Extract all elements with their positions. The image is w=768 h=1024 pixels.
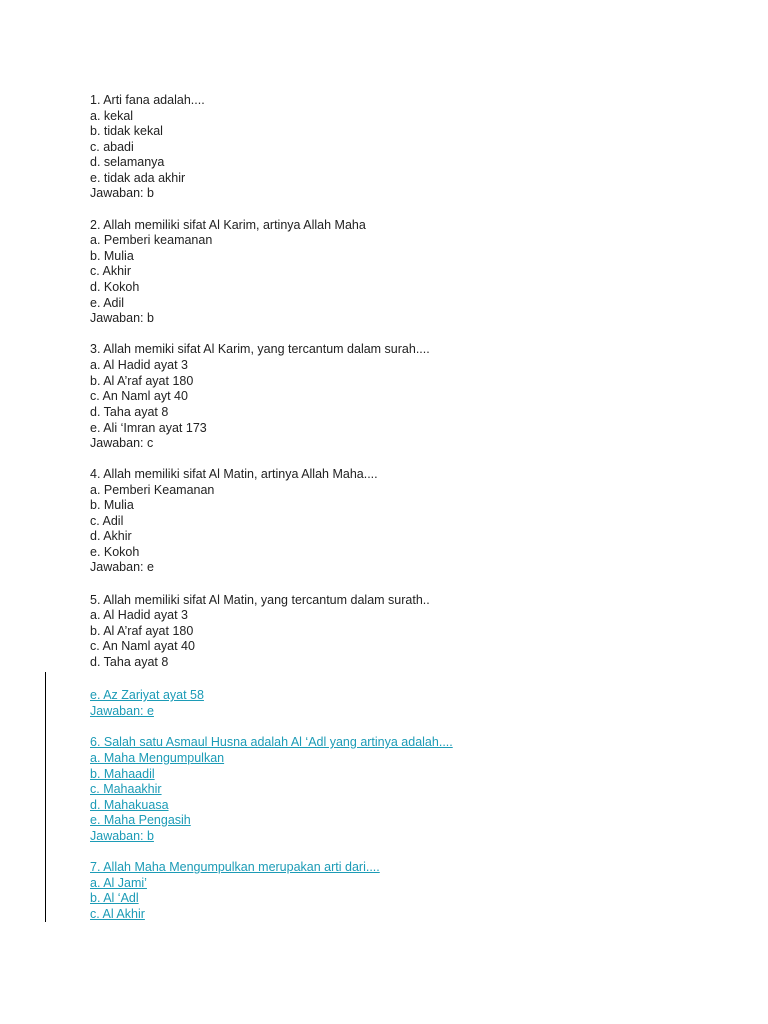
question-1-option-e: e. tidak ada akhir xyxy=(90,171,186,185)
question-3-option-c: c. An Naml ayt 40 xyxy=(90,389,188,403)
question-2-option-b: b. Mulia xyxy=(90,249,134,263)
question-7-option-a-link[interactable]: a. Al Jami’ xyxy=(90,876,147,890)
question-6-text-link[interactable]: 6. Salah satu Asmaul Husna adalah Al ‘Adl yang artinya adalah.... xyxy=(90,735,453,749)
question-4-option-b: b. Mulia xyxy=(90,498,134,512)
question-4-answer: Jawaban: e xyxy=(90,560,154,574)
question-7-text-link[interactable]: 7. Allah Maha Mengumpulkan merupakan arti dari.... xyxy=(90,860,380,874)
question-3-option-b: b. Al A’raf ayat 180 xyxy=(90,374,194,388)
question-2-option-d: d. Kokoh xyxy=(90,280,140,294)
question-2-option-a: a. Pemberi keamanan xyxy=(90,233,213,247)
question-3-text: 3. Allah memiki sifat Al Karim, yang tercantum dalam surah.... xyxy=(90,342,430,356)
question-6-answer-link[interactable]: Jawaban: b xyxy=(90,829,154,843)
question-3-option-d: d. Taha ayat 8 xyxy=(90,405,169,419)
question-2-text: 2. Allah memiliki sifat Al Karim, artinya Allah Maha xyxy=(90,218,366,232)
question-5-option-a: a. Al Hadid ayat 3 xyxy=(90,608,188,622)
question-4-option-c: c. Adil xyxy=(90,514,124,528)
question-6-option-c-link[interactable]: c. Mahaakhir xyxy=(90,782,162,796)
question-5-option-d: d. Taha ayat 8 xyxy=(90,655,169,669)
question-3-option-e: e. Ali ‘Imran ayat 173 xyxy=(90,421,207,435)
question-5-option-e-link[interactable]: e. Az Zariyat ayat 58 xyxy=(90,688,204,702)
question-4-option-a: a. Pemberi Keamanan xyxy=(90,483,215,497)
question-2-answer: Jawaban: b xyxy=(90,311,154,325)
question-1-option-b: b. tidak kekal xyxy=(90,124,163,138)
question-4-option-d: d. Akhir xyxy=(90,529,132,543)
question-7-option-c-link[interactable]: c. Al Akhir xyxy=(90,907,145,921)
question-1-text: 1. Arti fana adalah.... xyxy=(90,93,205,107)
question-6-option-a-link[interactable]: a. Maha Mengumpulkan xyxy=(90,751,225,765)
question-6-option-b-link[interactable]: b. Mahaadil xyxy=(90,767,155,781)
question-7-option-b-link[interactable]: b. Al ‘Adl xyxy=(90,891,139,905)
question-5-option-c: c. An Naml ayat 40 xyxy=(90,639,195,653)
question-1-option-c: c. abadi xyxy=(90,140,134,154)
question-3-answer: Jawaban: c xyxy=(90,436,154,450)
question-5-answer-link[interactable]: Jawaban: e xyxy=(90,704,154,718)
question-3-option-a: a. Al Hadid ayat 3 xyxy=(90,358,188,372)
margin-change-bar xyxy=(45,672,46,922)
question-1-option-a: a. kekal xyxy=(90,109,134,123)
question-5-option-b: b. Al A’raf ayat 180 xyxy=(90,624,194,638)
question-1-answer: Jawaban: b xyxy=(90,186,154,200)
question-4-text: 4. Allah memiliki sifat Al Matin, artinya Allah Maha.... xyxy=(90,467,378,481)
question-1-option-d: d. selamanya xyxy=(90,155,165,169)
question-5-text: 5. Allah memiliki sifat Al Matin, yang tercantum dalam surath.. xyxy=(90,593,430,607)
question-6-option-d-link[interactable]: d. Mahakuasa xyxy=(90,798,169,812)
question-4-option-e: e. Kokoh xyxy=(90,545,140,559)
question-6-option-e-link[interactable]: e. Maha Pengasih xyxy=(90,813,191,827)
question-2-option-e: e. Adil xyxy=(90,296,125,310)
question-2-option-c: c. Akhir xyxy=(90,264,131,278)
